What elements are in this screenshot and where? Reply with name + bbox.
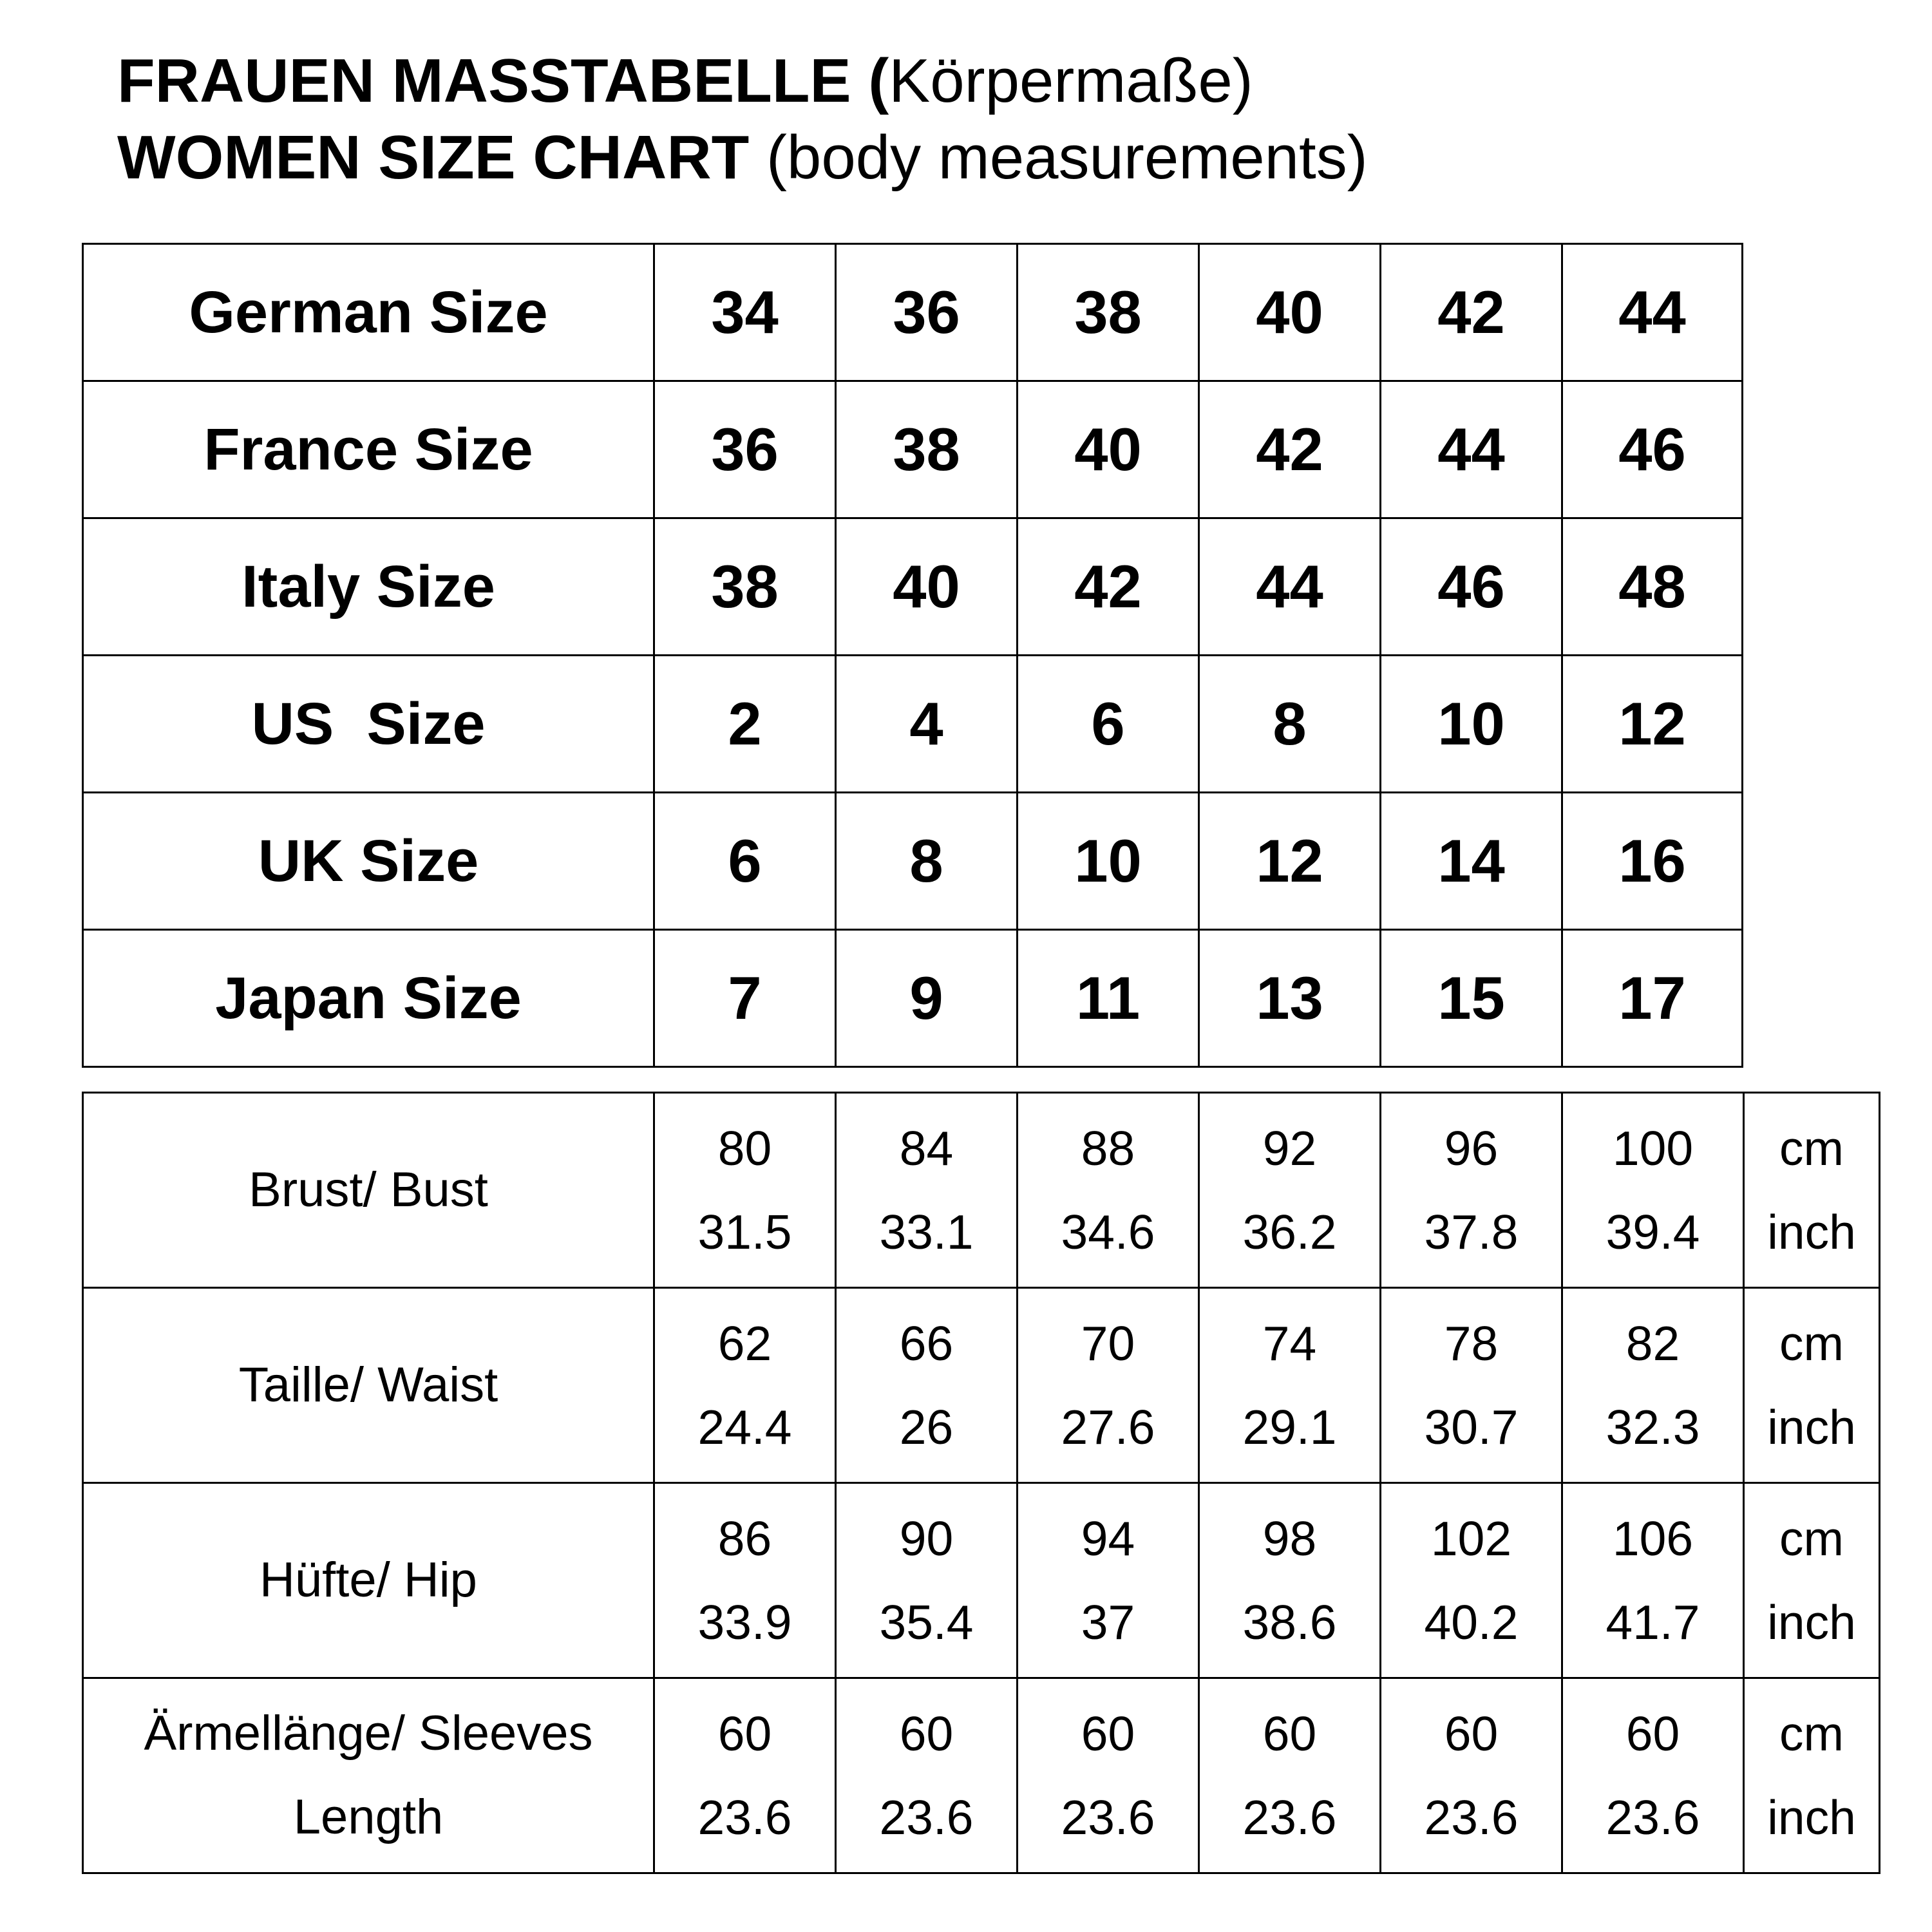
measurement-value <box>1018 1483 1199 1678</box>
size-value: 44 <box>1199 518 1381 656</box>
size-system-label: France Size <box>83 381 654 518</box>
size-value: 4 <box>836 656 1018 793</box>
size-row <box>83 518 1743 656</box>
cm-value: 102 <box>1430 1511 1512 1566</box>
inch-value: 32.3 <box>1605 1400 1700 1454</box>
unit-cell <box>1744 1483 1880 1678</box>
size-value: 12 <box>1562 656 1743 793</box>
inch-value: 23.6 <box>1605 1790 1700 1844</box>
unit-inch: inch <box>1767 1790 1856 1844</box>
size-value: 40 <box>1018 381 1199 518</box>
inch-value: 40.2 <box>1424 1595 1519 1649</box>
size-value: 15 <box>1381 930 1562 1067</box>
cm-value: 74 <box>1262 1316 1317 1370</box>
inch-value: 30.7 <box>1424 1400 1519 1454</box>
size-value: 12 <box>1199 793 1381 930</box>
cm-value: 60 <box>1262 1707 1317 1761</box>
size-value: 10 <box>1381 656 1562 793</box>
size-value: 40 <box>836 518 1018 656</box>
measurement-row <box>83 1093 1880 1288</box>
size-value: 44 <box>1381 381 1562 518</box>
size-value: 36 <box>654 381 836 518</box>
measurement-label: Taille/ Waist <box>83 1288 654 1483</box>
size-value: 9 <box>836 930 1018 1067</box>
size-system-label: Japan Size <box>83 930 654 1067</box>
size-system-label: UK Size <box>83 793 654 930</box>
size-value: 2 <box>654 656 836 793</box>
size-row <box>83 381 1743 518</box>
measurement-label-line: Ärmellänge/ Sleeves <box>144 1706 593 1761</box>
inch-value: 23.6 <box>879 1790 974 1844</box>
unit-cell <box>1744 1093 1880 1288</box>
measurement-value <box>1199 1483 1381 1678</box>
size-value: 16 <box>1562 793 1743 930</box>
inch-value: 29.1 <box>1242 1400 1337 1454</box>
inch-value: 26 <box>899 1400 954 1454</box>
inch-value: 33.9 <box>697 1595 792 1649</box>
measurement-value <box>654 1288 836 1483</box>
size-value: 42 <box>1199 381 1381 518</box>
measurement-row <box>83 1288 1880 1483</box>
size-value: 34 <box>654 244 836 381</box>
cm-value: 106 <box>1612 1511 1694 1566</box>
unit-cell <box>1744 1288 1880 1483</box>
inch-value: 24.4 <box>697 1400 792 1454</box>
measurement-value <box>836 1288 1018 1483</box>
size-row <box>83 244 1743 381</box>
inch-value: 34.6 <box>1061 1205 1155 1259</box>
size-system-label: US Size <box>83 656 654 793</box>
size-value: 6 <box>654 793 836 930</box>
size-value: 48 <box>1562 518 1743 656</box>
cm-value: 96 <box>1444 1121 1499 1175</box>
cm-value: 62 <box>717 1316 772 1370</box>
unit-cm: cm <box>1779 1511 1844 1566</box>
title-line-2: WOMEN SIZE CHART (body measurements) <box>117 123 1368 192</box>
unit-cm: cm <box>1779 1707 1844 1761</box>
measurement-value <box>1381 1483 1562 1678</box>
cm-value: 84 <box>899 1121 954 1175</box>
inch-value: 39.4 <box>1605 1205 1700 1259</box>
measurement-row <box>83 1483 1880 1678</box>
inch-value: 31.5 <box>697 1205 792 1259</box>
measurement-value <box>1381 1678 1562 1873</box>
measurement-value <box>1199 1093 1381 1288</box>
cm-value: 60 <box>899 1707 954 1761</box>
inch-value: 23.6 <box>1061 1790 1155 1844</box>
cm-value: 88 <box>1081 1121 1135 1175</box>
cm-value: 82 <box>1625 1316 1680 1370</box>
size-value: 14 <box>1381 793 1562 930</box>
size-value: 38 <box>654 518 836 656</box>
size-value: 44 <box>1562 244 1743 381</box>
size-system-label: Italy Size <box>83 518 654 656</box>
inch-value: 23.6 <box>1424 1790 1519 1844</box>
unit-inch: inch <box>1767 1400 1856 1454</box>
measurement-value <box>654 1093 836 1288</box>
measurement-value <box>1018 1093 1199 1288</box>
size-value: 36 <box>836 244 1018 381</box>
inch-value: 23.6 <box>697 1790 792 1844</box>
size-value: 46 <box>1562 381 1743 518</box>
size-value: 11 <box>1018 930 1199 1067</box>
size-row <box>83 793 1743 930</box>
unit-cm: cm <box>1779 1121 1844 1175</box>
inch-value: 27.6 <box>1061 1400 1155 1454</box>
size-value: 8 <box>1199 656 1381 793</box>
cm-value: 66 <box>899 1316 954 1370</box>
cm-value: 98 <box>1262 1511 1317 1566</box>
measurement-row <box>83 1678 1880 1873</box>
size-conversion-table <box>82 243 1743 1068</box>
cm-value: 86 <box>717 1511 772 1566</box>
body-measurements-table <box>82 1092 1880 1874</box>
unit-inch: inch <box>1767 1205 1856 1259</box>
size-value: 42 <box>1381 244 1562 381</box>
measurement-label <box>83 1678 654 1873</box>
unit-cell <box>1744 1678 1880 1873</box>
inch-value: 37 <box>1081 1595 1135 1649</box>
size-value: 13 <box>1199 930 1381 1067</box>
unit-cm: cm <box>1779 1316 1844 1370</box>
measurement-label: Hüfte/ Hip <box>83 1483 654 1678</box>
inch-value: 38.6 <box>1242 1595 1337 1649</box>
size-value: 6 <box>1018 656 1199 793</box>
title-line-1: FRAUEN MASSTABELLE (Körpermaße) <box>117 46 1253 115</box>
cm-value: 92 <box>1262 1121 1317 1175</box>
cm-value: 78 <box>1444 1316 1499 1370</box>
size-value: 42 <box>1018 518 1199 656</box>
measurement-label: Brust/ Bust <box>83 1093 654 1288</box>
measurement-value <box>1562 1483 1744 1678</box>
unit-inch: inch <box>1767 1595 1856 1649</box>
measurement-value <box>836 1093 1018 1288</box>
inch-value: 41.7 <box>1605 1595 1700 1649</box>
measurement-value <box>836 1483 1018 1678</box>
cm-value: 60 <box>1444 1707 1499 1761</box>
measurement-value <box>654 1483 836 1678</box>
measurement-value <box>1199 1288 1381 1483</box>
measurement-value <box>836 1678 1018 1873</box>
size-value: 7 <box>654 930 836 1067</box>
size-row <box>83 930 1743 1067</box>
measurement-value <box>1381 1288 1562 1483</box>
measurement-value <box>1381 1093 1562 1288</box>
inch-value: 23.6 <box>1242 1790 1337 1844</box>
size-value: 8 <box>836 793 1018 930</box>
inch-value: 37.8 <box>1424 1205 1519 1259</box>
measurement-value <box>1199 1678 1381 1873</box>
cm-value: 94 <box>1081 1511 1135 1566</box>
cm-value: 60 <box>717 1707 772 1761</box>
size-value: 38 <box>1018 244 1199 381</box>
size-value: 38 <box>836 381 1018 518</box>
size-value: 40 <box>1199 244 1381 381</box>
measurement-value <box>1562 1288 1744 1483</box>
measurement-label-line: Length <box>293 1790 444 1844</box>
measurement-value <box>1562 1678 1744 1873</box>
cm-value: 60 <box>1081 1707 1135 1761</box>
size-value: 46 <box>1381 518 1562 656</box>
cm-value: 100 <box>1612 1121 1694 1175</box>
size-system-label: German Size <box>83 244 654 381</box>
inch-value: 35.4 <box>879 1595 974 1649</box>
measurement-value <box>1018 1288 1199 1483</box>
inch-value: 33.1 <box>879 1205 974 1259</box>
measurement-value <box>1018 1678 1199 1873</box>
cm-value: 90 <box>899 1511 954 1566</box>
inch-value: 36.2 <box>1242 1205 1337 1259</box>
size-value: 10 <box>1018 793 1199 930</box>
cm-value: 80 <box>717 1121 772 1175</box>
measurement-value <box>1562 1093 1744 1288</box>
cm-value: 70 <box>1081 1316 1135 1370</box>
cm-value: 60 <box>1625 1707 1680 1761</box>
size-row <box>83 656 1743 793</box>
size-value: 17 <box>1562 930 1743 1067</box>
measurement-value <box>654 1678 836 1873</box>
